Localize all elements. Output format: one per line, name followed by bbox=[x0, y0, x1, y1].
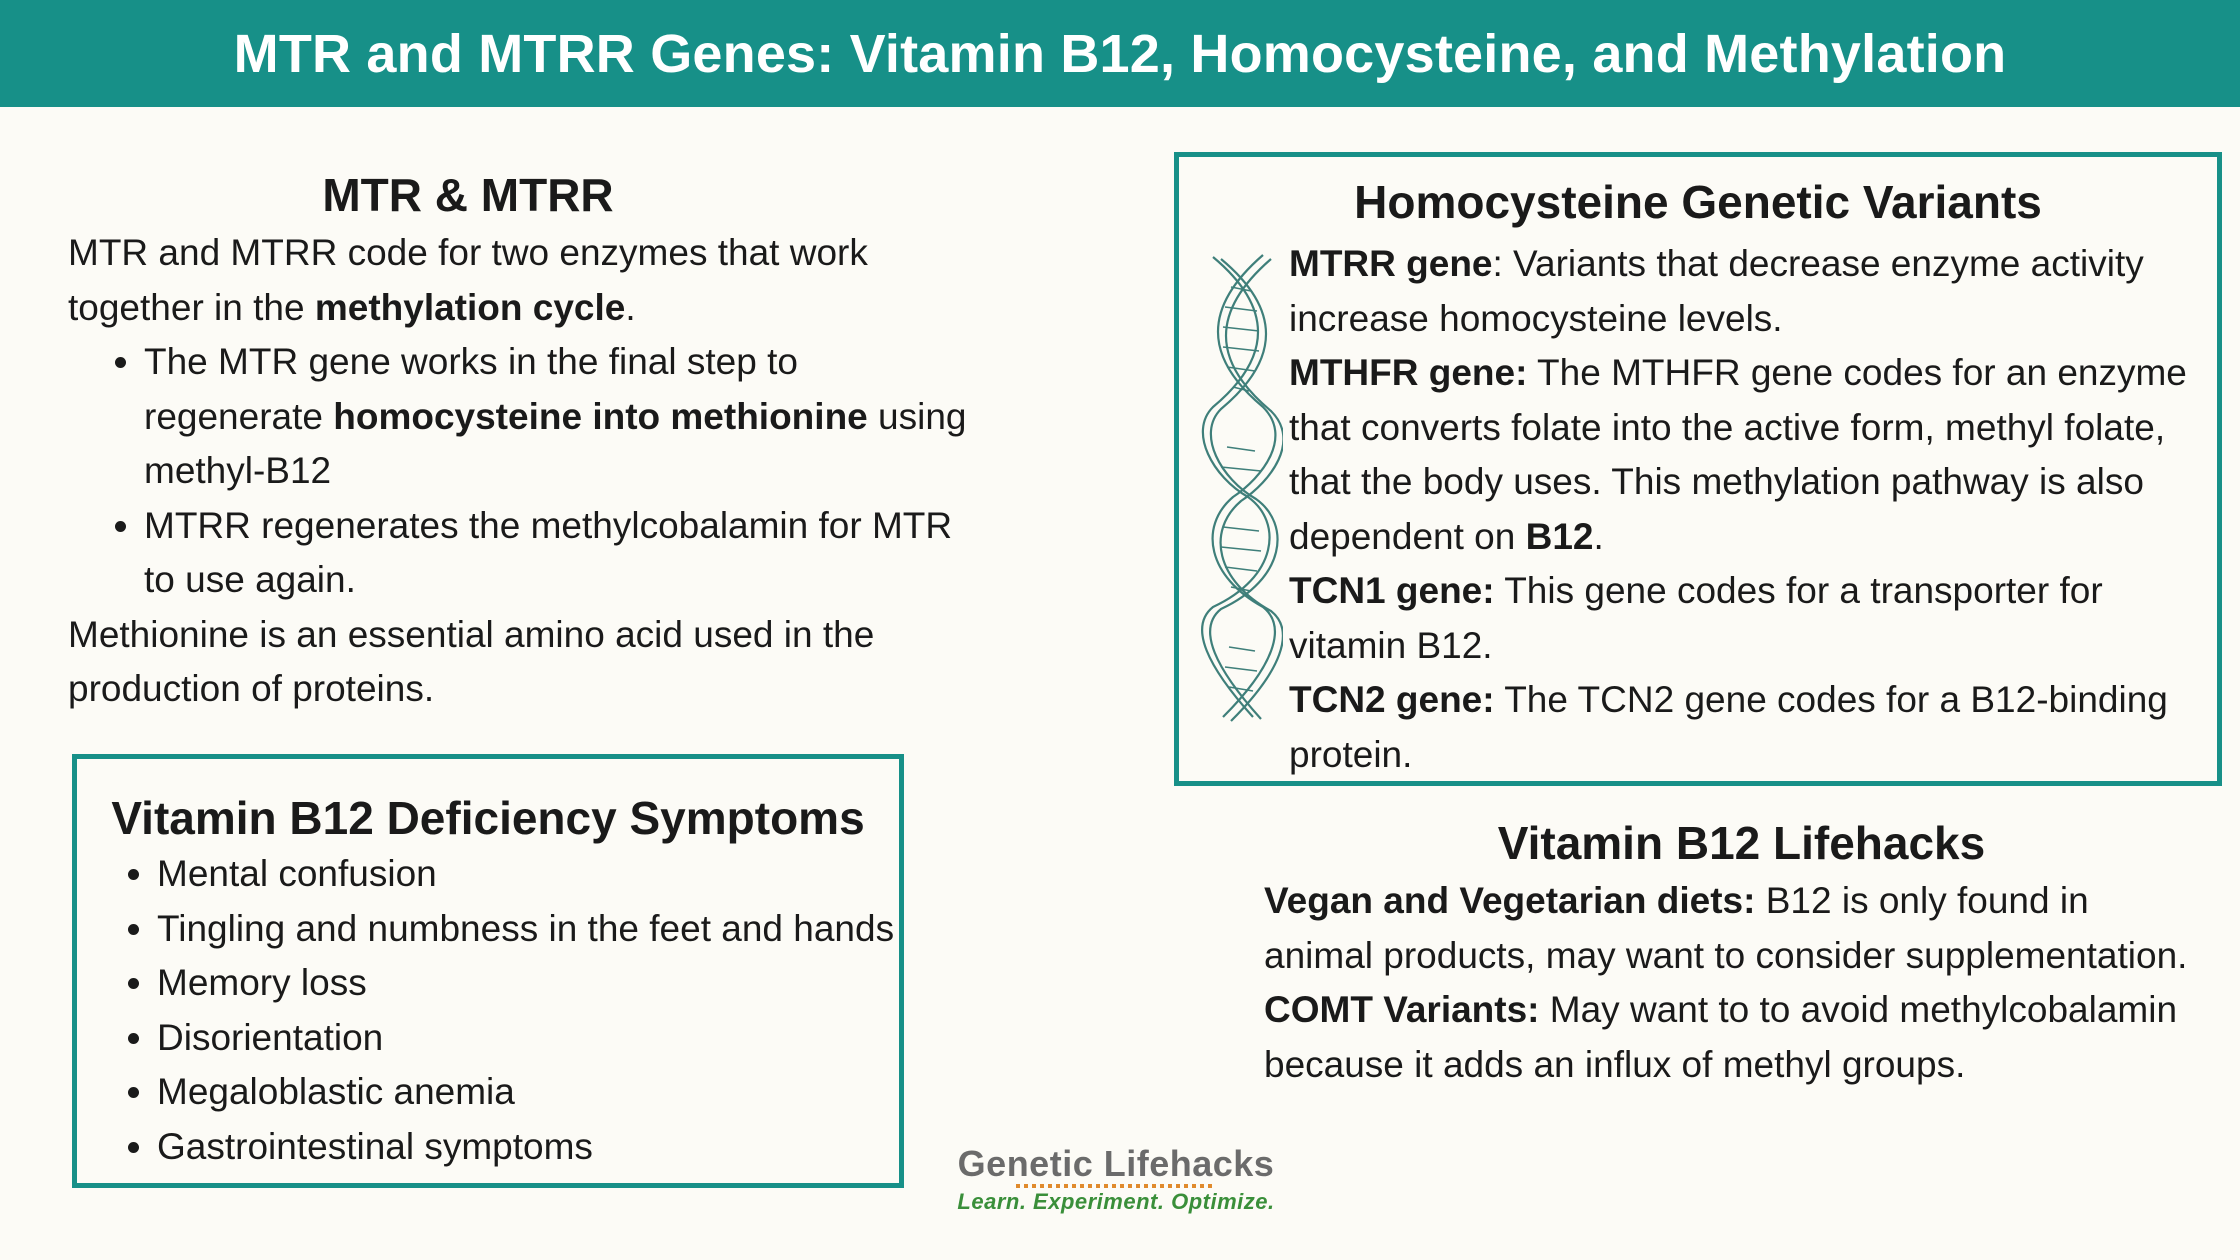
page-title: MTR and MTRR Genes: Vitamin B12, Homocysteine, and Methylation bbox=[233, 23, 2007, 84]
variant-text: The MTHFR gene codes for an enzyme that converts folate into the active form, methyl folate, that the body uses. This methylation pathway is also dependent on bbox=[1289, 352, 2187, 557]
list-item: • Memory loss bbox=[157, 956, 899, 1011]
dna-helix-icon bbox=[1193, 247, 1283, 727]
variant-label: TCN1 gene: bbox=[1289, 570, 1495, 611]
variant-tcn1 bbox=[1289, 564, 2209, 673]
mtr-intro-text: MTR and MTRR code for two enzymes that work together in the bbox=[68, 232, 868, 328]
mtr-bullet-1-end: using methyl-B12 bbox=[144, 395, 967, 491]
lifehack-text: May want to to avoid methylcobalamin because it adds an influx of methyl groups. bbox=[1264, 989, 2178, 1085]
genetic-lifehacks-logo bbox=[936, 1144, 1296, 1216]
variant-mtrr bbox=[1289, 237, 2209, 346]
mtr-bullet-1-text: The MTR gene works in the final step to regenerate bbox=[144, 341, 798, 437]
variant-text: : Variants that decrease enzyme activity increase homocysteine levels. bbox=[1289, 243, 2144, 339]
lifehack-label: COMT Variants: bbox=[1264, 989, 1540, 1030]
deficiency-title: Vitamin B12 Deficiency Symptoms bbox=[111, 792, 865, 844]
variant-mthfr bbox=[1289, 346, 2209, 564]
variants-list bbox=[1289, 237, 2209, 782]
mtr-bullet-2: • MTRR regenerates the methylcobalamin for MTR to use again. bbox=[144, 499, 968, 608]
homocysteine-variants-box bbox=[1174, 152, 2222, 786]
b12-deficiency-box bbox=[72, 754, 904, 1188]
list-item: • Mental confusion bbox=[157, 847, 899, 902]
lifehacks-list bbox=[1264, 874, 2204, 1092]
variant-label: MTHFR gene: bbox=[1289, 352, 1528, 393]
list-item: • Megaloblastic anemia bbox=[157, 1065, 899, 1120]
variant-text: This gene codes for a transporter for vitamin B12. bbox=[1289, 570, 2103, 666]
lifehack-comt bbox=[1264, 983, 2204, 1092]
logo-name: Genetic Lifehacks bbox=[957, 1143, 1275, 1184]
mtr-intro bbox=[68, 226, 968, 335]
variant-text: The TCN2 gene codes for a B12-binding protein. bbox=[1289, 679, 2168, 775]
list-item: • Tingling and numbness in the feet and hands bbox=[157, 902, 899, 957]
list-item: • Disorientation bbox=[157, 1011, 899, 1066]
lifehack-label: Vegan and Vegetarian diets: bbox=[1264, 880, 1756, 921]
b12-lifehacks-section bbox=[1264, 812, 2204, 1092]
lifehacks-title: Vitamin B12 Lifehacks bbox=[1497, 817, 1986, 869]
list-item: • Gastrointestinal symptoms bbox=[157, 1120, 899, 1175]
mtr-section-body bbox=[68, 226, 968, 717]
mtr-section-title: MTR & MTRR bbox=[322, 169, 614, 221]
variant-label: TCN2 gene: bbox=[1289, 679, 1495, 720]
deficiency-list bbox=[77, 847, 899, 1174]
lifehack-vegan bbox=[1264, 874, 2204, 983]
variant-bold-term: B12 bbox=[1525, 515, 1594, 557]
mtr-outro: Methionine is an essential amino acid used in the production of proteins. bbox=[68, 613, 875, 709]
mtr-mtrr-section bbox=[68, 164, 968, 717]
mtr-intro-bold: methylation cycle bbox=[314, 286, 626, 328]
mtr-bullet-list bbox=[68, 335, 968, 608]
mtr-intro-end: . bbox=[625, 286, 636, 328]
lifehack-text: B12 is only found in animal products, may want to consider supplementation. bbox=[1264, 880, 2188, 976]
variants-title: Homocysteine Genetic Variants bbox=[1354, 176, 2042, 228]
variant-tcn2 bbox=[1289, 673, 2209, 782]
variant-text-end: . bbox=[1593, 515, 1604, 557]
mtr-bullet-1-bold: homocysteine into methionine bbox=[333, 395, 868, 437]
title-banner bbox=[0, 0, 2240, 107]
mtr-bullet-1 bbox=[144, 335, 968, 499]
logo-tagline: Learn. Experiment. Optimize. bbox=[957, 1189, 1275, 1214]
variant-label: MTRR gene bbox=[1289, 243, 1493, 284]
